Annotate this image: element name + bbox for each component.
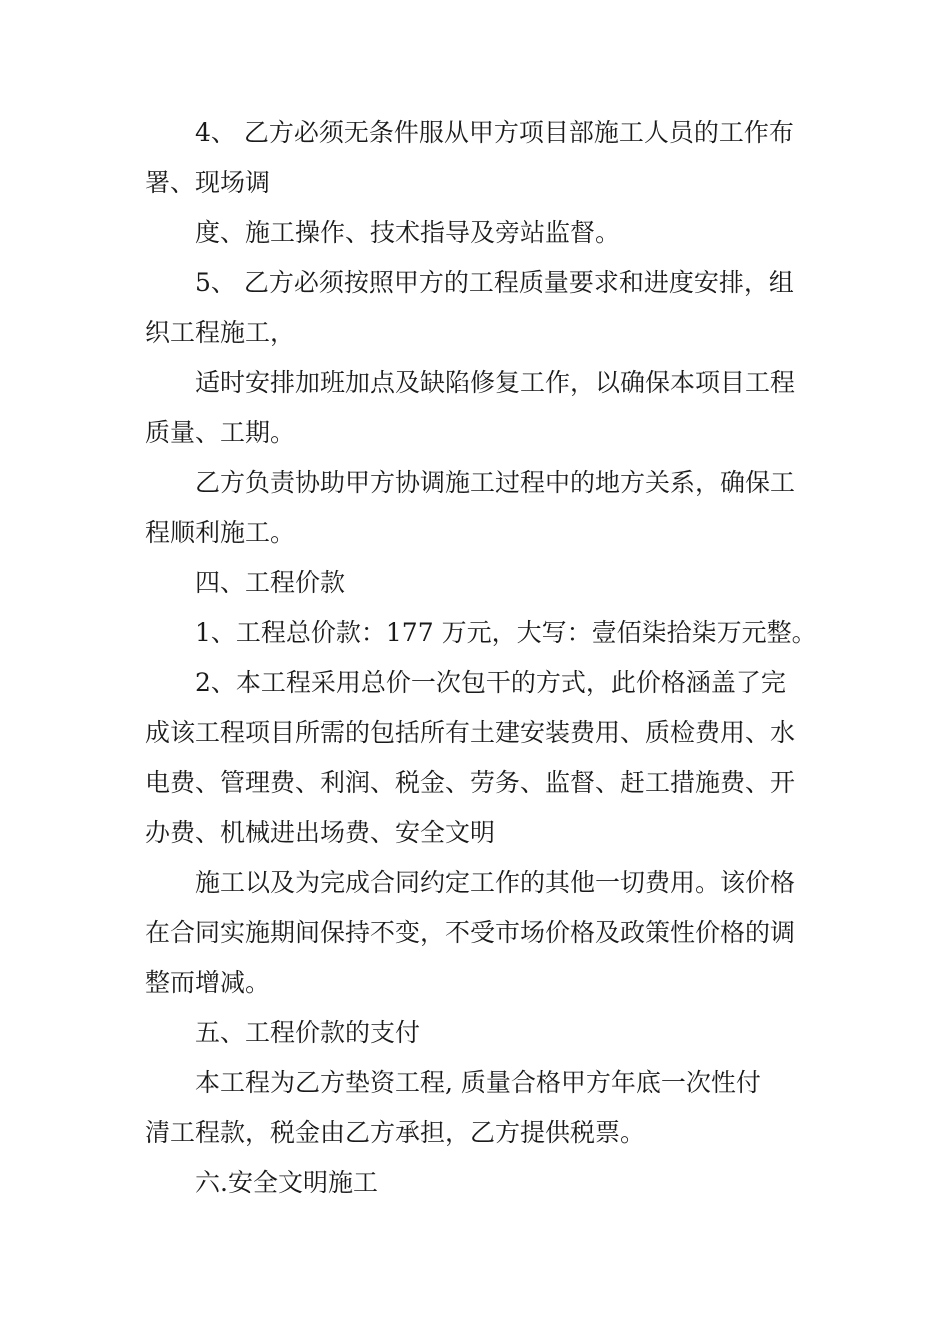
section-heading: 六.安全文明施工 [195,1168,378,1197]
text-line: 乙方负责协助甲方协调施工过程中的地方关系，确保工 [195,468,796,497]
text-line: 成该工程项目所需的包括所有土建安装费用、质检费用、水 [145,718,796,747]
text-line: 质量、工期。 [145,418,296,447]
text-line: 5、 乙方必须按照甲方的工程质量要求和进度安排，组 [195,268,794,297]
text-line: 2、本工程采用总价一次包干的方式，此价格涵盖了完 [195,668,786,697]
text-line: 度、施工操作、技术指导及旁站监督。 [195,218,621,247]
document-body [145,108,825,1208]
text-line: 1、工程总价款：177 万元，大写：壹佰柒拾柒万元整。 [195,618,817,647]
section-heading: 五、工程价款的支付 [195,1018,421,1047]
text-line: 署、现场调 [145,168,271,197]
text-line: 本工程为乙方垫资工程, 质量合格甲方年底一次性付 [195,1068,761,1097]
text-line: 4、 乙方必须无条件服从甲方项目部施工人员的工作布 [195,118,794,147]
text-line: 电费、管理费、利润、税金、劳务、监督、赶工措施费、开 [145,768,796,797]
text-line: 适时安排加班加点及缺陷修复工作，以确保本项目工程 [195,368,796,397]
text-line: 整而增减。 [145,968,271,997]
text-line: 织工程施工， [145,318,296,347]
text-line: 清工程款，税金由乙方承担，乙方提供税票。 [145,1118,646,1147]
text-line: 程顺利施工。 [145,518,296,547]
section-heading: 四、工程价款 [195,568,346,597]
text-line: 在合同实施期间保持不变，不受市场价格及政策性价格的调 [145,918,796,947]
text-line: 施工以及为完成合同约定工作的其他一切费用。该价格 [195,868,796,897]
text-line: 办费、机械进出场费、安全文明 [145,818,496,847]
